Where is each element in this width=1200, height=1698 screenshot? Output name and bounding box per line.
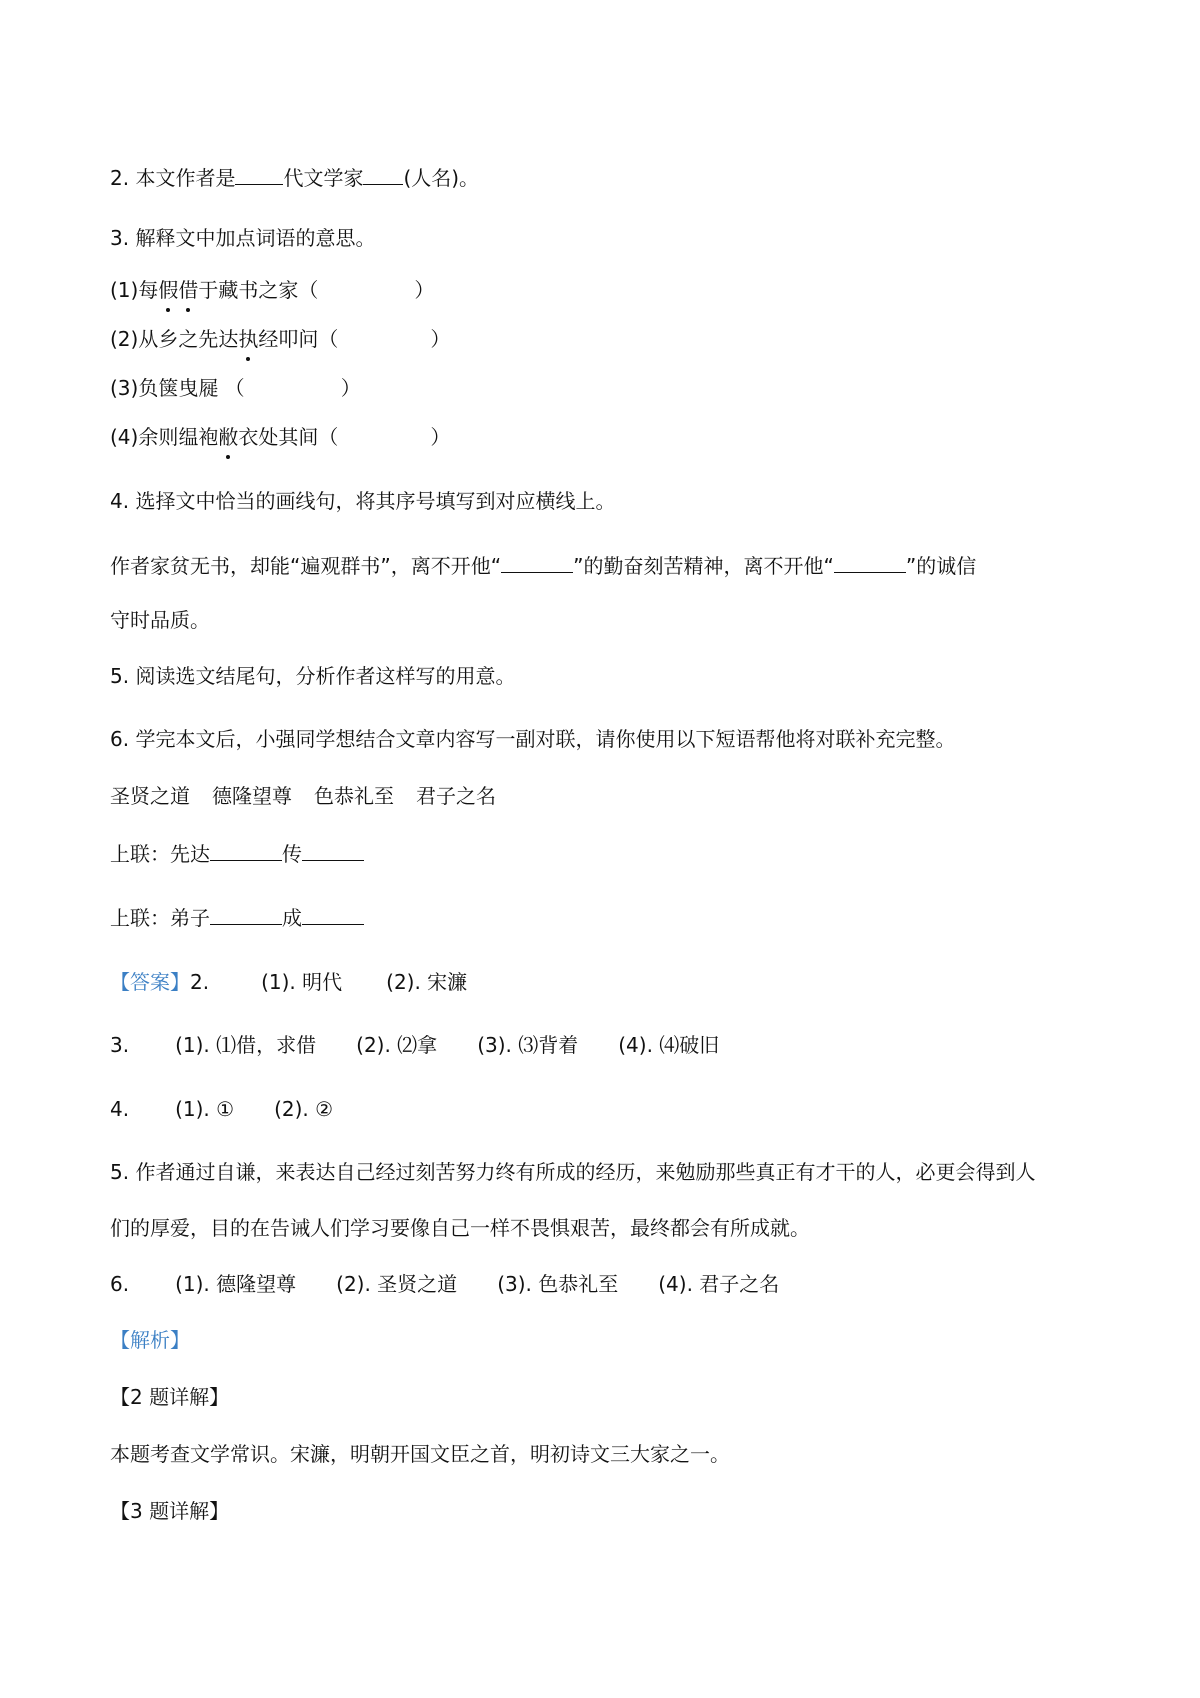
q3-item-2-dot-1: 执 (238, 327, 259, 351)
q6-phrase-2: 德隆望尊 (212, 784, 292, 808)
q3-item-1-dot-2: 借 (178, 278, 199, 302)
answer-3-item-3: (3). ⑶背着 (477, 1033, 579, 1057)
answer-6-item-3: (3). 色恭礼至 (497, 1272, 619, 1296)
answer-4-num: 4. (110, 1097, 130, 1121)
q6-phrase-4: 君子之名 (416, 784, 496, 808)
q3-item-1-a: (1)每 (110, 278, 159, 302)
answer-3-item-2: (2). ⑵拿 (356, 1033, 438, 1057)
q2-mid: 代文学家 (283, 166, 364, 190)
question-4-body-line-2: 守时品质。 (110, 608, 210, 632)
q4-text-a: 作者家贫无书，却能“遍观群书”，离不开他“ (110, 554, 502, 578)
question-3-item-2 (110, 325, 450, 353)
answer-3 (110, 1031, 719, 1059)
answer-4-item-1: (1). ① (175, 1097, 235, 1121)
answer-3-item-1: (1). ⑴借，求借 (175, 1033, 317, 1057)
analysis-heading-3: 【3 题详解】 (110, 1499, 230, 1523)
answer-tag: 【答案】 (110, 970, 190, 994)
q6-line2-blank-2 (302, 902, 364, 925)
question-4-body-line-1 (110, 550, 976, 580)
answer-5-line-2: 们的厚爱，目的在告诫人们学习要像自己一样不畏惧艰苦，最终都会有所成就。 (110, 1216, 810, 1240)
q3-item-2-b: 经叩问（ (258, 327, 339, 351)
q3-item-2-a: (2)从乡之先达 (110, 327, 239, 351)
answer-4-item-2: (2). ② (274, 1097, 334, 1121)
answer-5-line-1: 5. 作者通过自谦，来表达自己经过刻苦努力终有所成的经历，来勉励那些真正有才干的人，必更会得到人 (110, 1160, 1036, 1184)
question-5-title: 5. 阅读选文结尾句，分析作者这样写的用意。 (110, 664, 516, 688)
question-3-item-4 (110, 423, 450, 451)
question-2 (110, 162, 479, 192)
q3-item-4-dot-1: 敝 (218, 425, 239, 449)
q3-item-4-b: 衣处其间（ (238, 425, 339, 449)
q3-item-4-c: ） (430, 425, 451, 449)
question-3-item-3 (110, 374, 361, 402)
answer-6-item-1: (1). 德隆望尊 (175, 1272, 297, 1296)
q3-item-1-dot-1: 假 (158, 278, 179, 302)
q6-line1-blank-1 (210, 838, 282, 861)
q3-item-3-a: (3)负箧曳屣 （ (110, 376, 245, 400)
answer-4 (110, 1095, 333, 1123)
q4-text-c: ”的诚信 (905, 554, 977, 578)
q6-line2-blank-1 (210, 902, 282, 925)
answer-6 (110, 1270, 779, 1298)
answer-6-item-4: (4). 君子之名 (658, 1272, 780, 1296)
question-6-title: 6. 学完本文后，小强同学想结合文章内容写一副对联，请你使用以下短语帮他将对联补充完整。 (110, 727, 956, 751)
q2-blank-1 (235, 162, 283, 185)
answer-3-num: 3. (110, 1033, 130, 1057)
q6-phrase-3: 色恭礼至 (314, 784, 394, 808)
q3-item-1-c: ） (414, 278, 435, 302)
question-3-title: 3. 解释文中加点词语的意思。 (110, 226, 376, 250)
q4-blank-1 (501, 550, 573, 573)
q6-line2-label: 上联：弟子 (110, 906, 210, 930)
q3-item-4-a: (4)余则缊袍 (110, 425, 219, 449)
q4-text-b: ”的勤奋刻苦精神，离不开他“ (573, 554, 834, 578)
q6-couplet-line-1 (110, 838, 364, 868)
q6-phrase-1: 圣贤之道 (110, 784, 190, 808)
question-3-item-1 (110, 276, 434, 304)
q2-blank-2 (363, 162, 403, 185)
answer-2-item-2: (2). 宋濂 (386, 970, 468, 994)
q6-line1-label: 上联：先达 (110, 842, 210, 866)
analysis-text-2: 本题考查文学常识。宋濂，明朝开国文臣之首，明初诗文三大家之一。 (110, 1442, 730, 1466)
answer-2 (110, 968, 467, 996)
q3-item-3-c: ） (340, 376, 361, 400)
answer-6-num: 6. (110, 1272, 130, 1296)
q6-phrases (110, 782, 496, 810)
analysis-heading-2: 【2 题详解】 (110, 1385, 230, 1409)
q2-prefix: 2. 本文作者是 (110, 166, 236, 190)
answer-6-item-2: (2). 圣贤之道 (336, 1272, 458, 1296)
q6-line1-blank-2 (302, 838, 364, 861)
answer-2-item-1: (1). 明代 (261, 970, 343, 994)
q6-couplet-line-2 (110, 902, 364, 932)
q4-blank-2 (834, 550, 906, 573)
answer-2-num: 2. (190, 970, 210, 994)
answer-3-item-4: (4). ⑷破旧 (618, 1033, 720, 1057)
q3-item-2-c: ） (430, 327, 451, 351)
question-4-title: 4. 选择文中恰当的画线句，将其序号填写到对应横线上。 (110, 489, 616, 513)
q2-suffix: (人名)。 (403, 166, 480, 190)
q3-item-1-b: 于藏书之家（ (198, 278, 319, 302)
q6-line2-mid: 成 (282, 906, 302, 930)
analysis-tag: 【解析】 (110, 1328, 190, 1352)
q6-line1-mid: 传 (282, 842, 302, 866)
